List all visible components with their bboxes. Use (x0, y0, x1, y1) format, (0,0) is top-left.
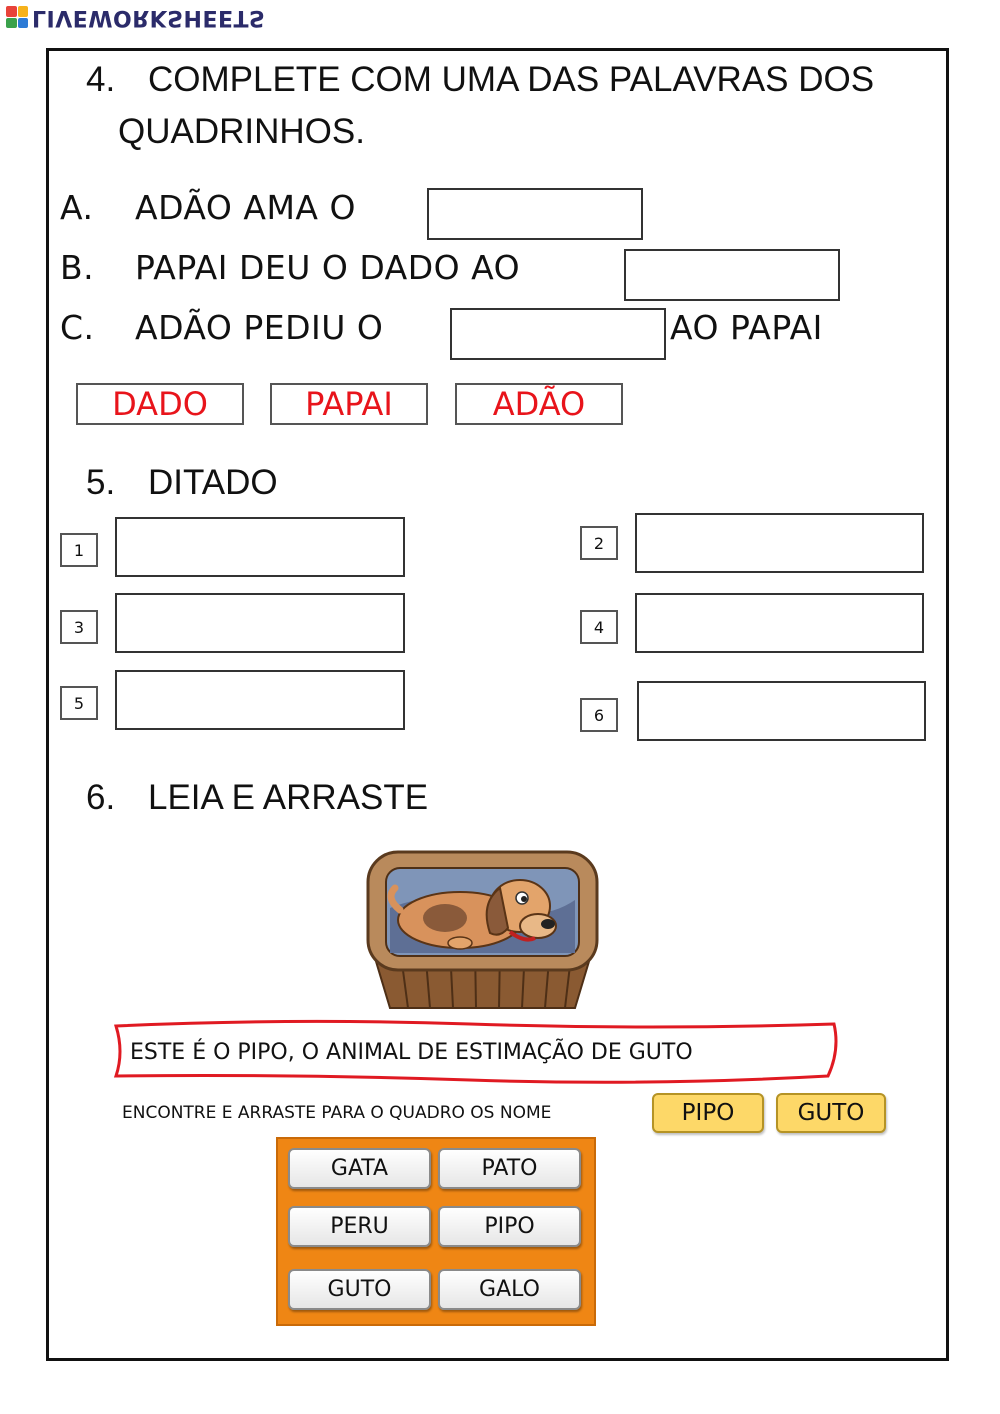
section-5-number: 5. (86, 463, 116, 502)
pet-sentence: ESTE É O PIPO, O ANIMAL DE ESTIMAÇÃO DE GUTO (130, 1040, 693, 1065)
dictation-number-6: 6 (580, 698, 618, 732)
grid-word-gata[interactable]: GATA (288, 1148, 431, 1189)
sentence-letter: B. (60, 248, 95, 287)
section-6-heading (86, 778, 428, 818)
answer-box-a[interactable] (427, 188, 643, 240)
dictation-box-2[interactable] (635, 513, 924, 573)
answer-box-c[interactable] (450, 308, 666, 360)
dictation-number-1: 1 (60, 533, 98, 567)
dictation-box-5[interactable] (115, 670, 405, 730)
liveworksheets-logo (6, 4, 265, 30)
sentence-letter: A. (60, 188, 94, 227)
section-4-number: 4. (86, 60, 116, 99)
word-card-dado[interactable]: DADO (76, 383, 244, 425)
section-4-heading (86, 60, 946, 100)
answer-box-b[interactable] (624, 249, 840, 301)
sentence-c-ending: AO PAPAI (670, 308, 823, 347)
drag-instruction: ENCONTRE E ARRASTE PARA O QUADRO OS NOME (122, 1103, 552, 1123)
word-card-papai[interactable]: PAPAI (270, 383, 428, 425)
sentence-letter: C. (60, 308, 95, 347)
logo-text: LIVEWORKSHEETS (32, 4, 266, 30)
dictation-box-1[interactable] (115, 517, 405, 577)
word-card-adao[interactable]: ADÃO (455, 383, 623, 425)
drag-word-guto[interactable]: GUTO (776, 1093, 886, 1133)
section-4-title-line1: COMPLETE COM UMA DAS PALAVRAS DOS (148, 60, 875, 99)
sentence-text: PAPAI DEU O DADO AO (135, 248, 521, 287)
sentence-text: ADÃO AMA O (135, 188, 356, 227)
dictation-number-4: 4 (580, 610, 618, 644)
dictation-number-5: 5 (60, 686, 98, 720)
drag-word-pipo[interactable]: PIPO (652, 1093, 764, 1133)
section-5-heading (86, 463, 278, 503)
dog-in-basket-illustration (360, 848, 605, 1013)
grid-word-pipo[interactable]: PIPO (438, 1206, 581, 1247)
dictation-number-2: 2 (580, 526, 618, 560)
grid-word-guto[interactable]: GUTO (288, 1269, 431, 1310)
section-4-title-line2: QUADRINHOS. (118, 112, 365, 151)
section-5-title: DITADO (148, 463, 278, 502)
sentence-text: ADÃO PEDIU O (135, 308, 384, 347)
grid-word-galo[interactable]: GALO (438, 1269, 581, 1310)
dictation-number-3: 3 (60, 610, 98, 644)
section-6-title: LEIA E ARRASTE (148, 778, 429, 817)
grid-word-pato[interactable]: PATO (438, 1148, 581, 1189)
logo-blocks-icon (6, 6, 28, 28)
dictation-box-3[interactable] (115, 593, 405, 653)
section-6-number: 6. (86, 778, 116, 817)
dictation-box-4[interactable] (635, 593, 924, 653)
grid-word-peru[interactable]: PERU (288, 1206, 431, 1247)
dictation-box-6[interactable] (637, 681, 926, 741)
